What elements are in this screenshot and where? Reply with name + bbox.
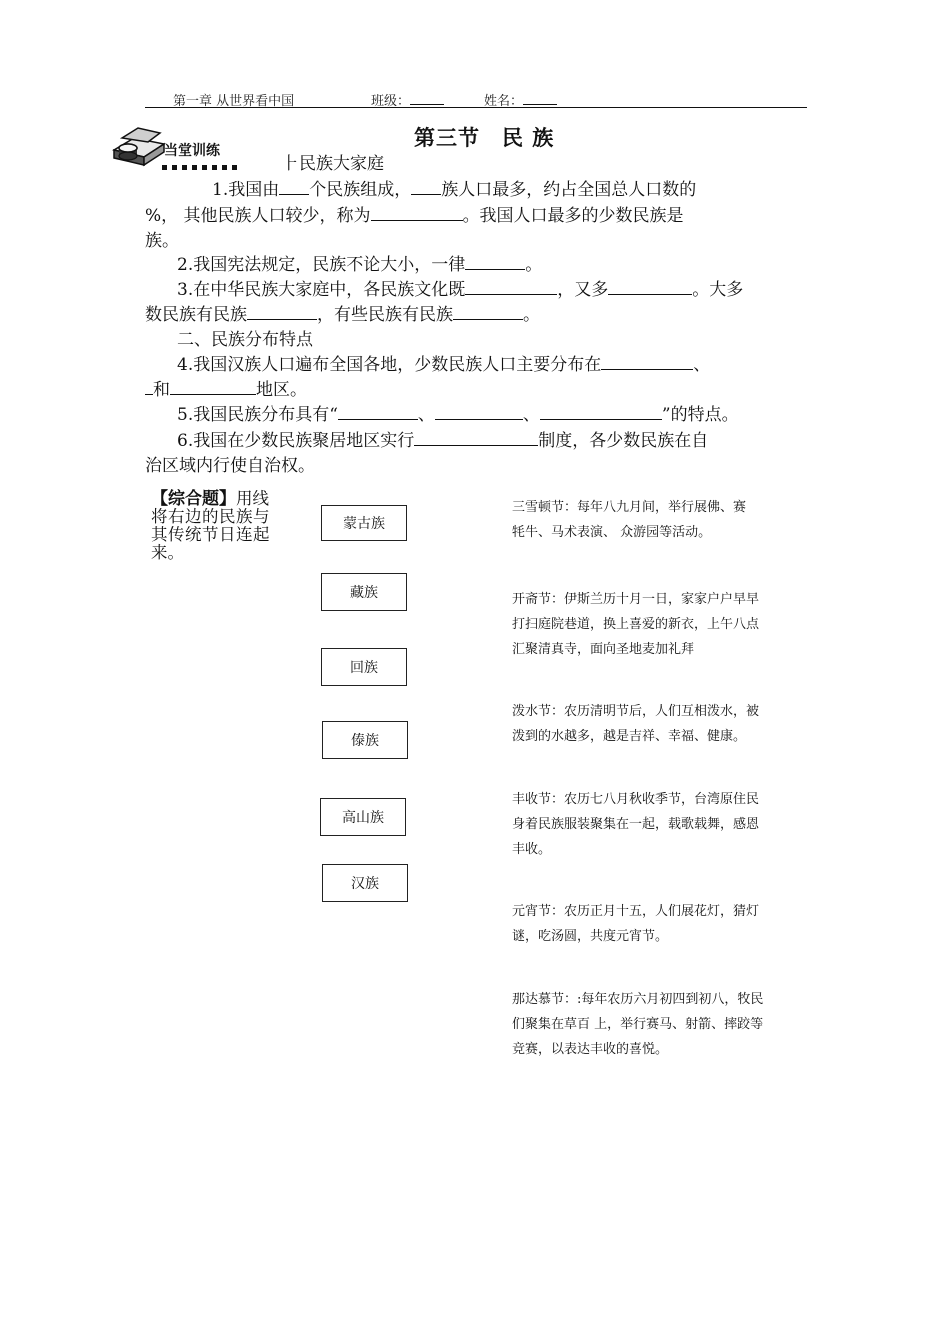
ethnic-label: 蒙古族	[343, 516, 385, 532]
comprehensive-line-3: 其传统节日连起	[151, 525, 270, 544]
q1-text-c: 族人口最多，约占全国总人口数的	[441, 180, 697, 200]
question-1-line-3	[145, 226, 179, 251]
q5-blank-1[interactable]	[338, 403, 418, 420]
q3-blank-2[interactable]	[608, 278, 692, 295]
q5-blank-3[interactable]	[540, 403, 662, 420]
comprehensive-label: 【综合题】	[151, 489, 236, 509]
festival-line: 汇聚清真寺，面向圣地麦加礼拜	[512, 642, 695, 657]
comprehensive-question	[151, 490, 301, 562]
festival-line: 谜，吃汤圆，共度元宵节。	[512, 929, 669, 944]
q3-text-d: 数民族有民族	[145, 305, 247, 325]
festival-line: 竞赛，以表达丰收的喜悦。	[512, 1042, 669, 1057]
name-label: 姓名：	[484, 94, 524, 109]
festival-harvest[interactable]	[512, 787, 802, 862]
comprehensive-line-4: 来。	[151, 543, 184, 562]
question-4-line-2	[145, 375, 307, 400]
ethnic-label: 回族	[350, 660, 378, 676]
festival-line: 打扫庭院巷道，换上喜爱的新衣，上午八点	[512, 617, 760, 632]
question-5	[177, 400, 739, 425]
ethnic-label: 藏族	[350, 585, 378, 601]
q4-text-c: 和	[153, 380, 170, 400]
festival-water-splashing[interactable]	[512, 699, 802, 749]
practice-badge	[108, 124, 248, 174]
header-rule	[145, 107, 807, 108]
question-1-line-2	[145, 201, 684, 226]
q3-blank-1[interactable]	[465, 278, 557, 295]
q3-text-f: 。	[523, 305, 540, 325]
q4-blank-2[interactable]	[145, 378, 153, 395]
ethnic-label: 汉族	[351, 876, 379, 892]
q2-text-a: 2.我国宪法规定，民族不论大小，一律	[177, 255, 466, 275]
festival-line: 牦牛、马术表演、 众游园等活动。	[512, 525, 712, 540]
ethnic-box-mongol[interactable]	[321, 505, 407, 541]
section-heading-2: 二、民族分布特点	[177, 330, 313, 350]
ethnic-box-hui[interactable]	[321, 648, 407, 686]
q1-text-b: 个民族组成，	[309, 180, 412, 200]
festival-line: 们聚集在草百 上，举行赛马、射箭、摔跤等	[512, 1017, 764, 1032]
festival-line: 泼水节：农历清明节后，人们互相泼水，被	[512, 704, 760, 719]
festival-line: 三雪顿节：每年八九月间，举行展佛、赛	[512, 500, 747, 515]
q1-blank-3[interactable]	[371, 204, 463, 221]
q5-text-d: ”的特点。	[661, 405, 739, 425]
question-6-line-1	[177, 426, 708, 451]
comprehensive-line-2: 将右边的民族与	[151, 507, 270, 526]
festival-line: 泼到的水越多，越是吉祥、幸福、健康。	[512, 729, 747, 744]
ethnic-box-tibetan[interactable]	[321, 573, 407, 611]
question-6-line-2: 治区域内行使自治权。	[145, 456, 315, 476]
q6-text-b: 制度，各少数民族在自	[538, 431, 709, 451]
class-blank[interactable]	[410, 92, 444, 105]
q5-text-a: 5.我国民族分布具有“	[177, 405, 338, 425]
q1-text-d: %， 其他民族人口较少，称为	[145, 206, 371, 226]
festival-line: 丰收。	[512, 842, 552, 857]
ethnic-box-gaoshan[interactable]	[320, 798, 406, 836]
comprehensive-line-1: 用线	[236, 489, 269, 508]
header-chapter: 第一章 从世界看中国	[173, 94, 295, 109]
q5-text-c: 、	[522, 405, 540, 425]
q4-text-a: 4.我国汉族人口遍布全国各地，少数民族人口主要分布在	[177, 355, 602, 375]
name-blank[interactable]	[523, 92, 557, 105]
q3-text-e: ，有些民族有民族	[317, 305, 453, 325]
q3-text-c: 。大多	[692, 280, 744, 300]
q6-blank-1[interactable]	[414, 429, 538, 446]
badge-dots	[162, 165, 242, 170]
q4-blank-3[interactable]	[170, 378, 256, 395]
page-title: 第三节 民 族	[414, 126, 555, 150]
ethnic-box-han[interactable]	[322, 864, 408, 902]
q4-text-b: 、	[693, 355, 711, 375]
q1-text-e: 。我国人口最多的少数民族是	[462, 206, 684, 226]
festival-shoton[interactable]	[512, 495, 802, 545]
q1-blank-1[interactable]	[279, 178, 309, 195]
question-4-line-1	[177, 350, 710, 375]
q1-text-a: 1.我国由	[212, 180, 280, 200]
q1-blank-2[interactable]	[411, 178, 441, 195]
festival-line: 元宵节：农历正月十五，人们展花灯，猜灯	[512, 904, 760, 919]
ethnic-label: 高山族	[342, 810, 384, 826]
q3-blank-4[interactable]	[453, 303, 523, 320]
festival-eid[interactable]	[512, 587, 802, 662]
question-3-line-2	[145, 300, 540, 325]
q4-blank-1[interactable]	[601, 353, 693, 370]
book-stack-icon	[108, 124, 168, 172]
badge-label: 当堂训练	[164, 143, 220, 159]
festival-line: 丰收节：农历七八月秋收季节，台湾原住民	[512, 792, 760, 807]
q3-text-a: 3.在中华民族大家庭中，各民族文化既	[177, 280, 466, 300]
q5-blank-2[interactable]	[435, 403, 523, 420]
q5-text-b: 、	[417, 405, 435, 425]
q1-text-f: 族。	[145, 231, 179, 251]
festival-line: 身着民族服装聚集在一起，载歌载舞，感恩	[512, 817, 760, 832]
q4-text-d: 地区。	[256, 380, 307, 400]
q3-text-b: ，又多	[557, 280, 609, 300]
q3-blank-3[interactable]	[247, 303, 317, 320]
q6-text-a: 6.我国在少数民族聚居地区实行	[177, 431, 415, 451]
festival-line: 那达慕节：:每年农历六月初四到初八，牧民	[512, 992, 764, 1007]
ethnic-label: 傣族	[351, 733, 379, 749]
festival-naadam[interactable]	[512, 987, 802, 1062]
q2-text-b: 。	[525, 255, 543, 275]
festival-lantern[interactable]	[512, 899, 802, 949]
ethnic-box-dai[interactable]	[322, 721, 408, 759]
question-2	[177, 250, 542, 275]
class-label: 班级：	[371, 94, 411, 109]
q2-blank-1[interactable]	[465, 253, 525, 270]
question-3-line-1	[177, 275, 743, 300]
question-1-line-1	[212, 175, 696, 200]
festival-line: 开斋节：伊斯兰历十月一日，家家户户早早	[512, 592, 760, 607]
section-heading-1: ⺊民族大家庭	[282, 154, 384, 174]
